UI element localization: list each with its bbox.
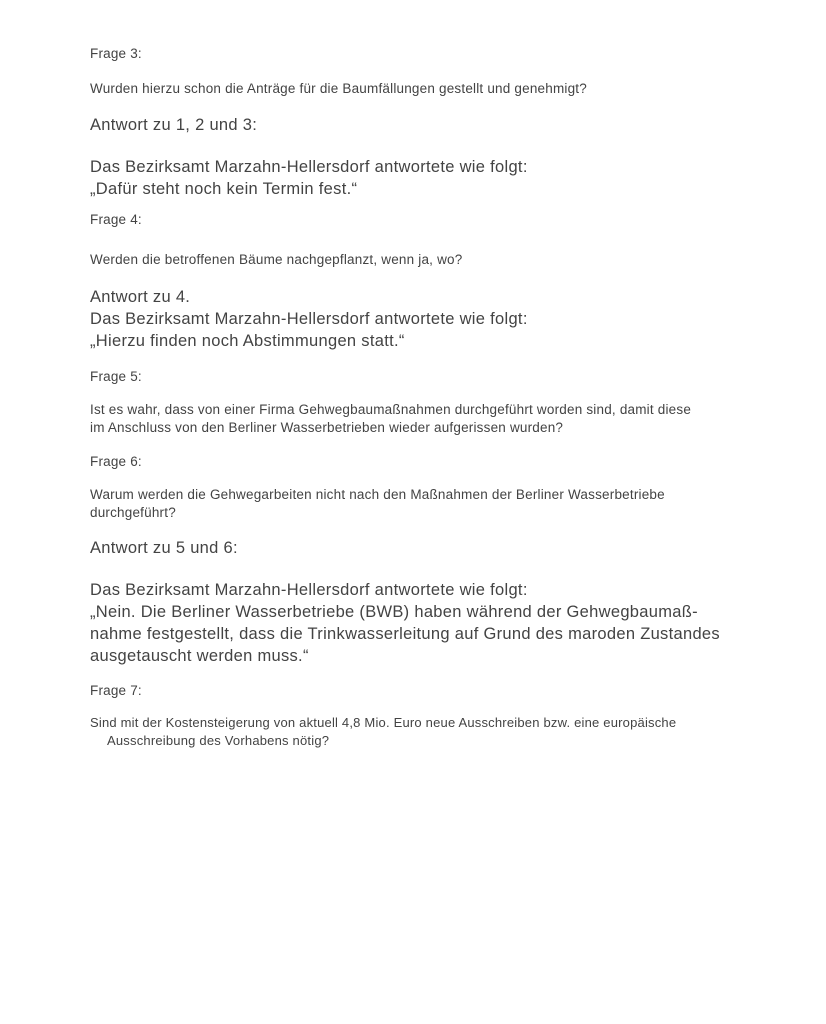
text-line: Das Bezirksamt Marzahn-Hellersdorf antwortete wie folgt: [90, 158, 528, 176]
text-line: Das Bezirksamt Marzahn-Hellersdorf antwortete wie folgt: [90, 310, 528, 328]
frage-3-label: Frage 3: [90, 46, 142, 61]
text-line: im Anschluss von den Berliner Wasserbetrieben wieder aufgerissen wurden? [90, 420, 564, 435]
text-line: Werden die betroffenen Bäume nachgepflanzt, wenn ja, wo? [90, 252, 463, 267]
text-line: durchgeführt? [90, 505, 176, 520]
frage-4-text [90, 251, 780, 269]
antwort-4-text [90, 286, 780, 352]
text-line: Das Bezirksamt Marzahn-Hellersdorf antwortete wie folgt: [90, 581, 528, 599]
frage-5-label: Frage 5: [90, 369, 142, 384]
frage-5-text [90, 401, 780, 437]
text-line: „Dafür steht noch kein Termin fest.“ [90, 180, 358, 198]
text-line: Wurden hierzu schon die Anträge für die Baumfällungen gestellt und genehmigt? [90, 81, 587, 96]
frage-4-label: Frage 4: [90, 212, 142, 227]
text-line: ausgetauscht werden muss.“ [90, 647, 309, 665]
antwort-1-2-3-text [90, 156, 780, 200]
text-line: „Hierzu finden noch Abstimmungen statt.“ [90, 332, 405, 350]
text-line: nahme festgestellt, dass die Trinkwasserleitung auf Grund des maroden Zustandes [90, 625, 720, 643]
frage-6-text [90, 486, 780, 522]
text-line: Warum werden die Gehwegarbeiten nicht nach den Maßnahmen der Berliner Wasserbetriebe [90, 487, 665, 502]
text-line: Ausschreibung des Vorhabens nötig? [107, 733, 330, 748]
text-line: Sind mit der Kostensteigerung von aktuell 4,8 Mio. Euro neue Ausschreiben bzw. eine europäische [90, 715, 677, 730]
document-content [90, 45, 780, 750]
text-line: „Nein. Die Berliner Wasserbetriebe (BWB) haben während der Gehwegbaumaß- [90, 603, 698, 621]
antwort-1-2-3-heading: Antwort zu 1, 2 und 3: [90, 116, 258, 134]
frage-7-label: Frage 7: [90, 683, 142, 698]
antwort-5-6-heading: Antwort zu 5 und 6: [90, 539, 238, 557]
text-line: Antwort zu 4. [90, 288, 191, 306]
frage-7-text [90, 714, 780, 750]
antwort-5-6-text [90, 579, 780, 667]
frage-6-label: Frage 6: [90, 454, 142, 469]
text-line: Ist es wahr, dass von einer Firma Gehwegbaumaßnahmen durchgeführt worden sind, damit diese [90, 402, 692, 417]
frage-3-text [90, 80, 780, 98]
